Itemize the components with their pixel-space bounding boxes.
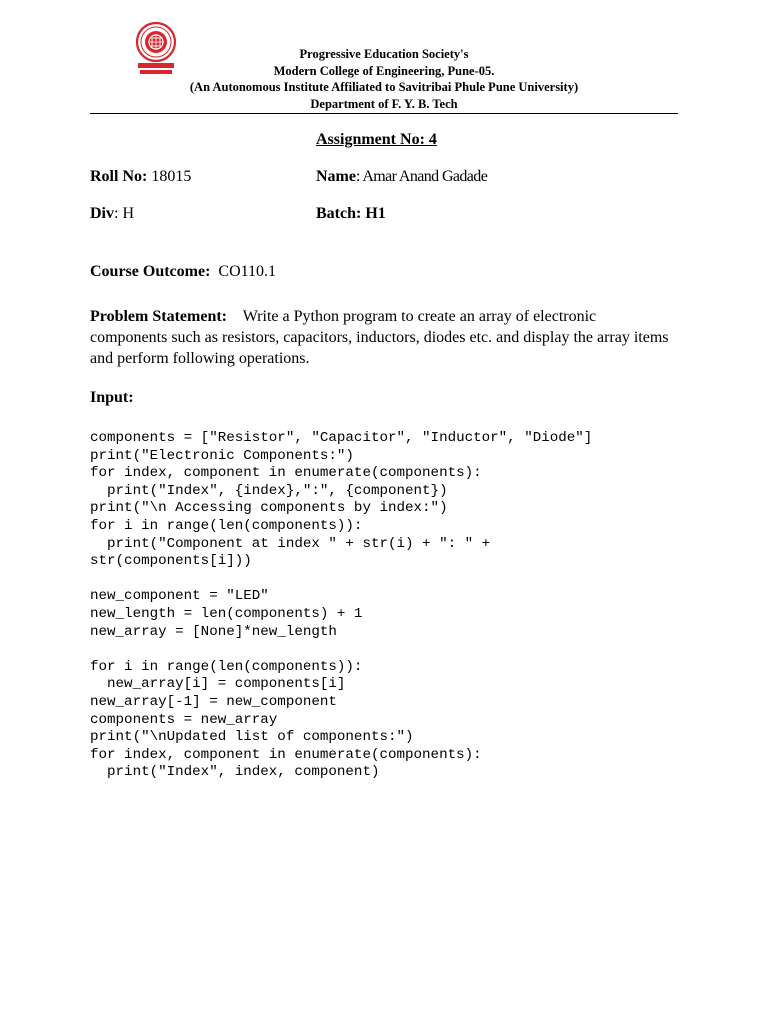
assignment-title: Assignment No: 4 [316,131,437,148]
code-line: components = new_array [90,711,278,728]
code-line: print("Index", {index},":", {component}) [90,482,448,499]
code-line: for index, component in enumerate(components): [90,465,482,482]
div-label: Div [90,205,114,222]
code-line: print("Electronic Components:") [90,447,354,464]
code-line: new_length = len(components) + 1 [90,605,363,622]
roll-number-field [90,168,191,186]
code-line: print("Index", index, component) [90,764,380,781]
code-line: new_array[i] = components[i] [90,676,346,693]
name-field [316,168,487,186]
code-line: components = ["Resistor", "Capacitor", "Inductor", "Diode"] [90,430,593,446]
problem-statement [90,306,670,369]
code-line: for i in range(len(components)): [90,658,363,675]
div-value: : H [114,205,134,222]
code-line: new_array = [None]*new_length [90,623,337,640]
course-outcome-field [90,263,276,281]
code-line: print("Component at index " + str(i) + ": " + [90,535,491,552]
code-line: print("\n Accessing components by index:") [90,500,448,517]
code-line: print("\nUpdated list of components:") [90,729,414,746]
code-line: for i in range(len(components)): [90,517,363,534]
roll-value: 18015 [151,168,192,185]
batch-label: Batch: H1 [316,205,386,222]
roll-label: Roll No: [90,168,148,185]
code-line: str(components[i])) [90,553,252,570]
code-line: new_array[-1] = new_component [90,693,337,710]
problem-text: Write a Python program to create an array of electronic components such as resistors, capacitors, inductors, diodes etc. and display the array items and perform following operations. [90,308,669,367]
header-divider [90,113,678,114]
problem-label: Problem Statement: [90,308,227,325]
python-code-block [90,430,592,782]
course-outcome-label: Course Outcome: [90,263,211,280]
department: Department of F. Y. B. Tech [310,96,458,111]
college-name: Modern College of Engineering, Pune-05. [273,63,495,78]
affiliation: (An Autonomous Institute Affiliated to Savitribai Phule Pune University) [189,80,579,94]
course-outcome-value: CO110.1 [218,263,277,280]
name-label: Name [316,168,356,185]
input-heading: Input: [90,389,134,406]
batch-field [316,205,386,223]
division-field [90,205,134,223]
code-line: for index, component in enumerate(components): [90,746,482,763]
society-name: Progressive Education Society's [299,47,469,61]
name-value: : Amar Anand Gadade [355,168,488,185]
code-line: new_component = "LED" [90,588,269,605]
institution-header [90,46,678,112]
